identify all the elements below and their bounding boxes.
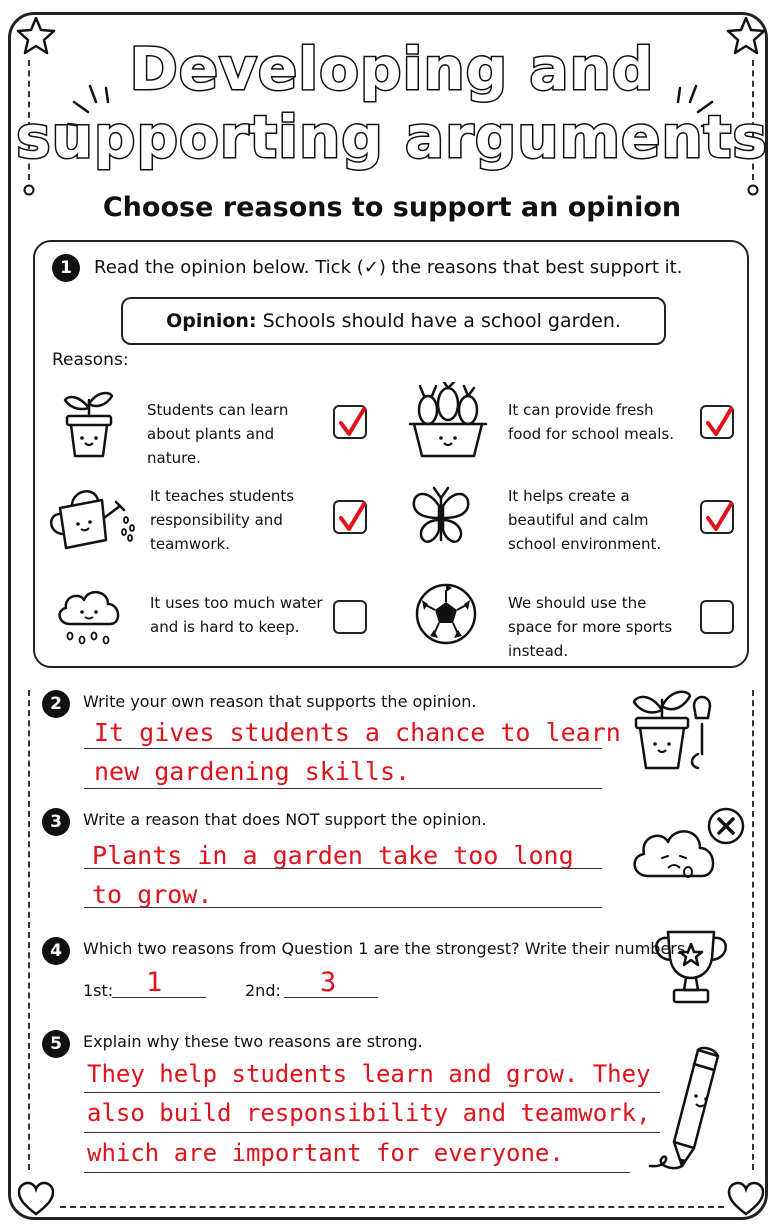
question-number-2: 2 [42,690,70,718]
question-3-prompt: Write a reason that does NOT support the opinion. [83,810,487,829]
opinion-label: Opinion: [166,310,257,332]
reason-checkbox-5[interactable] [333,600,367,634]
soccer-ball-icon [414,582,478,646]
answer-5-line-2[interactable]: also build responsibility and teamwork, [87,1099,651,1127]
answer-2-line-2[interactable]: new gardening skills. [94,757,411,786]
question-number-5: 5 [42,1030,70,1058]
second-answer-label: 2nd: [245,981,281,1000]
question-number-3: 3 [42,808,70,836]
side-dashes [28,690,30,1170]
answer-5-line-1[interactable]: They help students learn and grow. They [87,1060,651,1088]
reasons-label: Reasons: [52,350,129,370]
answer-line [84,907,602,908]
answer-line [112,997,206,998]
rain-cloud-icon [54,580,126,646]
reason-text-2: It can provide fresh food for school meals. [508,401,674,443]
reason-text-3: It teaches students responsibility and teamwork. [150,487,295,553]
sad-cloud-with-x-icon [626,804,748,888]
vegetable-basket-icon [404,382,492,460]
answer-3-line-1[interactable]: Plants in a garden take too long [92,841,574,870]
trophy-icon [648,924,734,1008]
reason-text-6: We should use the space for more sports instead. [508,594,673,660]
question-number-1: 1 [52,254,80,282]
reason-text-1: Students can learn about plants and nature. [147,401,289,467]
reason-checkbox-1[interactable] [333,405,367,439]
answer-5-line-3[interactable]: which are important for everyone. [87,1139,564,1167]
answer-line [284,997,378,998]
reason-checkbox-2[interactable] [700,405,734,439]
watering-can-icon [46,484,138,554]
heart-icon [16,1180,56,1218]
first-answer[interactable]: 1 [146,967,163,998]
side-dashes [752,690,754,1170]
second-answer[interactable]: 3 [320,967,337,998]
plant-with-trowel-icon [628,684,720,774]
opinion-text: Schools should have a school garden. [256,310,621,332]
reason-checkbox-3[interactable] [333,500,367,534]
question-number-4: 4 [42,937,70,965]
opinion-box [121,297,666,345]
bottom-dashes [60,1206,724,1208]
heart-icon [726,1180,766,1218]
question-1-prompt: Read the opinion below. Tick (✓) the reasons that best support it. [94,257,683,278]
reason-text-4: It helps create a beautiful and calm school environment. [508,487,662,553]
answer-line [84,1092,660,1093]
answer-line [84,1132,660,1133]
butterfly-icon [410,484,472,550]
question-5-prompt: Explain why these two reasons are strong. [83,1032,423,1051]
answer-line [84,868,602,869]
page-title-line-2: supporting arguments [16,103,768,171]
check-mark-icon [704,502,734,534]
answer-line [84,788,602,789]
check-mark-icon [704,407,734,439]
question-2-prompt: Write your own reason that supports the opinion. [83,692,477,711]
answer-3-line-2[interactable]: to grow. [92,880,213,909]
plant-pot-icon [60,386,118,460]
answer-line [84,1172,630,1173]
question-4-prompt: Which two reasons from Question 1 are the strongest? Write their numbers. [83,939,691,958]
pencil-icon [642,1044,732,1176]
first-answer-label: 1st: [83,981,114,1000]
check-mark-icon [337,502,367,534]
answer-line [84,748,602,749]
reason-text-5: It uses too much water and is hard to keep. [150,594,323,636]
page-title-line-1: Developing and [129,35,655,103]
check-mark-icon [337,407,367,439]
page-subtitle: Choose reasons to support an opinion [102,192,682,223]
answer-2-line-1[interactable]: It gives students a chance to learn [94,718,621,747]
reason-checkbox-4[interactable] [700,500,734,534]
reason-checkbox-6[interactable] [700,600,734,634]
